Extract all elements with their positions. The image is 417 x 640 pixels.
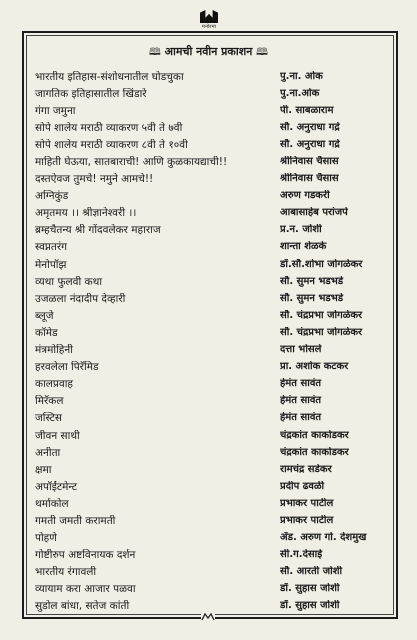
book-title: क्षमा bbox=[35, 463, 52, 476]
book-title: सोपे शालेय मराठी व्याकरण ८वी ते १०वी bbox=[35, 138, 188, 151]
book-row bbox=[35, 222, 385, 239]
book-author: पु.ना. ओक bbox=[280, 70, 323, 82]
book-author: अरुण गडकरी bbox=[280, 190, 330, 202]
book-row bbox=[35, 239, 385, 256]
book-row bbox=[35, 188, 385, 205]
book-title: कॉमेड bbox=[35, 326, 58, 339]
book-author: चंद्रकांत काकोडकर bbox=[280, 429, 349, 441]
book-row bbox=[35, 342, 385, 359]
book-title: मंत्रमोहिनी bbox=[35, 344, 73, 357]
book-list bbox=[35, 68, 385, 615]
book-row bbox=[35, 478, 385, 495]
book-row bbox=[35, 547, 385, 564]
book-row bbox=[35, 564, 385, 581]
book-row bbox=[35, 290, 385, 307]
book-row bbox=[35, 171, 385, 188]
book-author: सौ. अनुराधा गद्रे bbox=[280, 138, 340, 150]
publisher-mark-icon bbox=[201, 612, 215, 622]
book-title: गंगा जमुना bbox=[35, 104, 76, 117]
book-title: हरवलेला पिरॅमिड bbox=[35, 361, 99, 374]
book-author: चंद्रकांत काकोडकर bbox=[280, 446, 349, 458]
book-row bbox=[35, 273, 385, 290]
book-title: उजळला नंदादीप देव्हारी bbox=[35, 292, 126, 305]
book-author: डॉ. सुहास जोशी bbox=[280, 600, 340, 612]
book-title: भारतीय रंगावली bbox=[35, 566, 97, 579]
book-title: अग्निकुंड bbox=[35, 190, 69, 203]
book-title: अमृतमय ।। श्रीज्ञानेश्वरी ।। bbox=[35, 207, 137, 220]
book-author: सौ. आरती जोशी bbox=[280, 566, 343, 578]
book-title: ब्लूजे bbox=[35, 309, 54, 322]
book-title: अपॉईंटमेन्ट bbox=[35, 480, 78, 493]
book-author: डॉ. सुहास जोशी bbox=[280, 583, 340, 595]
book-author: प्रभाकर पाटील bbox=[280, 514, 334, 526]
book-icon: 🕮 bbox=[256, 47, 268, 58]
book-row bbox=[35, 307, 385, 324]
book-author: प्रा. अशोक कटकर bbox=[280, 361, 349, 373]
book-title: मेनोपॉझ bbox=[35, 258, 67, 271]
book-author: दत्ता भोसले bbox=[280, 344, 322, 356]
book-author: शान्ता शेळके bbox=[280, 241, 327, 253]
book-row bbox=[35, 581, 385, 598]
book-title: पोहणे bbox=[35, 532, 57, 545]
book-row bbox=[35, 324, 385, 341]
book-title: व्यायाम करा आजार पळवा bbox=[35, 583, 136, 596]
book-author: पी. साबळाराम bbox=[280, 104, 334, 116]
book-title: गोष्टीरुप अष्टविनायक दर्शन bbox=[35, 549, 136, 562]
book-icon: 🕮 bbox=[149, 47, 161, 58]
book-title: अनीता bbox=[35, 446, 61, 459]
book-row bbox=[35, 153, 385, 170]
book-row bbox=[35, 119, 385, 136]
book-author: सौ. चंद्रप्रभा जोगळेकर bbox=[280, 309, 363, 321]
book-author: सी.ग.देसाई bbox=[280, 549, 323, 561]
catalog-header bbox=[0, 45, 417, 60]
book-title: ब्रम्हचैतन्य श्री गोंदवलेकर महाराज bbox=[35, 224, 161, 237]
book-title: स्वप्नतरंग bbox=[35, 241, 68, 254]
book-title: गमती जमती करामती bbox=[35, 514, 116, 527]
book-title: जागतिक इतिहासातील खिंडारे bbox=[35, 87, 147, 100]
book-author: आबासाहेब परांजपे bbox=[280, 207, 348, 219]
book-author: पु.ना.ओक bbox=[280, 87, 320, 99]
book-author: डॉ.सौ.शोभा जोगळेकर bbox=[280, 258, 363, 270]
book-title: जस्टिस bbox=[35, 412, 62, 425]
book-author: प्र.न. जोशी bbox=[280, 224, 322, 236]
book-author: सौ. सुमन भडभडे bbox=[280, 292, 344, 304]
publisher-logo bbox=[196, 10, 222, 30]
book-author: प्रभाकर पाटील bbox=[280, 497, 334, 509]
book-title: सोपे शालेय मराठी व्याकरण ५वी ते ७वी bbox=[35, 121, 183, 134]
book-row bbox=[35, 393, 385, 410]
book-row bbox=[35, 444, 385, 461]
book-row bbox=[35, 376, 385, 393]
book-author: सौ. सुमन भडभडे bbox=[280, 275, 344, 287]
book-title: माहिती घेऊया, सातबाराची! आणि कुळकायद्याची!! bbox=[35, 156, 228, 169]
book-author: ॲड. अरुण गो. देशमुख bbox=[280, 532, 367, 544]
book-row bbox=[35, 530, 385, 547]
book-row bbox=[35, 102, 385, 119]
book-row bbox=[35, 256, 385, 273]
book-author: रामचंद्र सडेकर bbox=[280, 463, 332, 475]
book-author: हेमंत सावंत bbox=[280, 378, 322, 390]
book-author: हेमंत सावंत bbox=[280, 412, 322, 424]
book-row bbox=[35, 461, 385, 478]
book-author: प्रदीप ढवळी bbox=[280, 480, 325, 492]
book-row bbox=[35, 512, 385, 529]
book-title: दस्तऐवज तुमचे! नमुने आमचे!! bbox=[35, 173, 154, 186]
book-row bbox=[35, 427, 385, 444]
publisher-logo-icon bbox=[200, 10, 218, 23]
book-title: थर्माकोल bbox=[35, 497, 69, 510]
book-row bbox=[35, 68, 385, 85]
book-row bbox=[35, 495, 385, 512]
catalog-title: आमची नवीन प्रकाशन bbox=[164, 45, 253, 58]
book-row bbox=[35, 359, 385, 376]
book-author: हेमंत सावंत bbox=[280, 395, 322, 407]
book-row bbox=[35, 410, 385, 427]
book-title: सुडोल बांधा, सतेज कांती bbox=[35, 600, 130, 613]
book-title: व्यथा फुलवी कथा bbox=[35, 275, 103, 288]
book-title: मिरॅकल bbox=[35, 395, 64, 408]
book-author: सौ. चंद्रप्रभा जोगळेकर bbox=[280, 326, 363, 338]
publisher-brand-text: मनोरमा bbox=[201, 24, 217, 30]
book-row bbox=[35, 85, 385, 102]
book-title: जीवन साथी bbox=[35, 429, 80, 442]
book-author: सौ. अनुराधा गद्रे bbox=[280, 121, 340, 133]
book-title: भारतीय इतिहास-संशोधनातील घोडचुका bbox=[35, 70, 184, 83]
book-row bbox=[35, 136, 385, 153]
book-row bbox=[35, 205, 385, 222]
book-title: कालप्रवाह bbox=[35, 378, 74, 391]
book-author: श्रीनिवास चैसास bbox=[280, 173, 339, 185]
book-author: श्रीनिवास चैसास bbox=[280, 156, 339, 168]
